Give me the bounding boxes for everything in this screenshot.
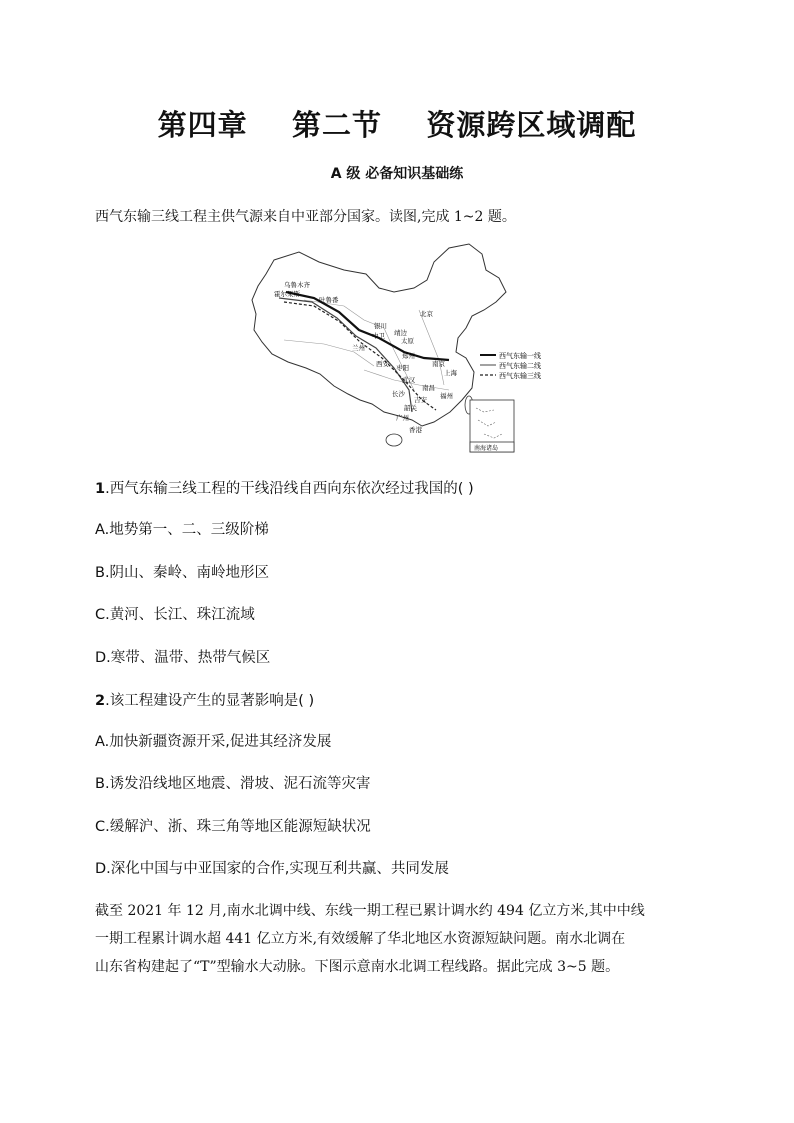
city-label: 太原	[401, 337, 414, 345]
legend-entry: 西气东输二线	[499, 362, 541, 370]
option-d: D.寒带、温带、热带气候区	[95, 650, 271, 666]
city-label: 吉安	[414, 396, 427, 404]
city-label: 南昌	[422, 384, 435, 392]
city-label: 武汉	[402, 376, 415, 384]
passage-paragraph	[95, 897, 705, 981]
option-b: B.阴山、秦岭、南岭地形区	[95, 565, 270, 581]
option-c: C.黄河、长江、珠江流域	[95, 607, 255, 623]
question-number: 2	[95, 693, 106, 709]
city-label: 长沙	[392, 390, 405, 398]
china-pipeline-map	[244, 240, 554, 455]
city-label: 北京	[420, 310, 433, 318]
option-d: D.深化中国与中亚国家的合作,实现互利共赢、共同发展	[95, 861, 449, 877]
passage-line: 截至 2021 年 12 月,南水北调中线、东线一期工程已累计调水约 494 亿立方米,其中中线	[95, 903, 645, 919]
legend-entry: 西气东输三线	[499, 372, 541, 380]
city-label: 霍尔果斯	[274, 290, 300, 298]
question-stem: .该工程建设产生的显著影响是( )	[105, 693, 315, 709]
city-label: 上海	[444, 369, 457, 377]
city-label: 靖边	[394, 329, 407, 337]
city-label: 福州	[440, 392, 453, 400]
question-number: 1	[95, 481, 106, 497]
page-title: 第四章 第二节 资源跨区域调配	[157, 108, 637, 142]
city-label: 郑州	[402, 352, 415, 360]
option-a: A.地势第一、二、三级阶梯	[95, 522, 269, 538]
question-2	[95, 689, 314, 710]
city-label: 南京	[432, 360, 445, 368]
option-c: C.缓解沪、浙、珠三角等地区能源短缺状况	[95, 819, 371, 835]
city-label: 乌鲁木齐	[284, 281, 310, 289]
city-label: 韶关	[404, 404, 417, 412]
city-label: 广州	[396, 414, 409, 422]
option-a: A.加快新疆资源开采,促进其经济发展	[95, 734, 332, 750]
section-subtitle: A 级 必备知识基础练	[330, 166, 464, 182]
intro-text: 西气东输三线工程主供气源来自中亚部分国家。读图,完成 1~2 题。	[95, 209, 516, 225]
inset-label: 南海诸岛	[474, 445, 499, 452]
city-label: 吐鲁番	[319, 296, 339, 304]
city-label: 西安	[376, 360, 389, 368]
passage-line: 山东省构建起了“T”型输水大动脉。下图示意南水北调工程线路。据此完成 3~5 题。	[95, 959, 620, 975]
option-b: B.诱发沿线地区地震、滑坡、泥石流等灾害	[95, 776, 371, 792]
question-stem: .西气东输三线工程的干线沿线自西向东依次经过我国的( )	[105, 481, 474, 497]
city-label: 银川	[374, 322, 387, 330]
city-label: 中卫	[372, 332, 385, 340]
question-1	[95, 477, 474, 498]
passage-line: 一期工程累计调水超 441 亿立方米,有效缓解了华北地区水资源短缺问题。南水北调在	[95, 931, 626, 947]
city-label: 兰州	[352, 344, 365, 352]
legend-entry: 西气东输一线	[499, 352, 541, 360]
city-label: 香港	[409, 426, 422, 434]
city-label: 枣阳	[396, 364, 409, 372]
